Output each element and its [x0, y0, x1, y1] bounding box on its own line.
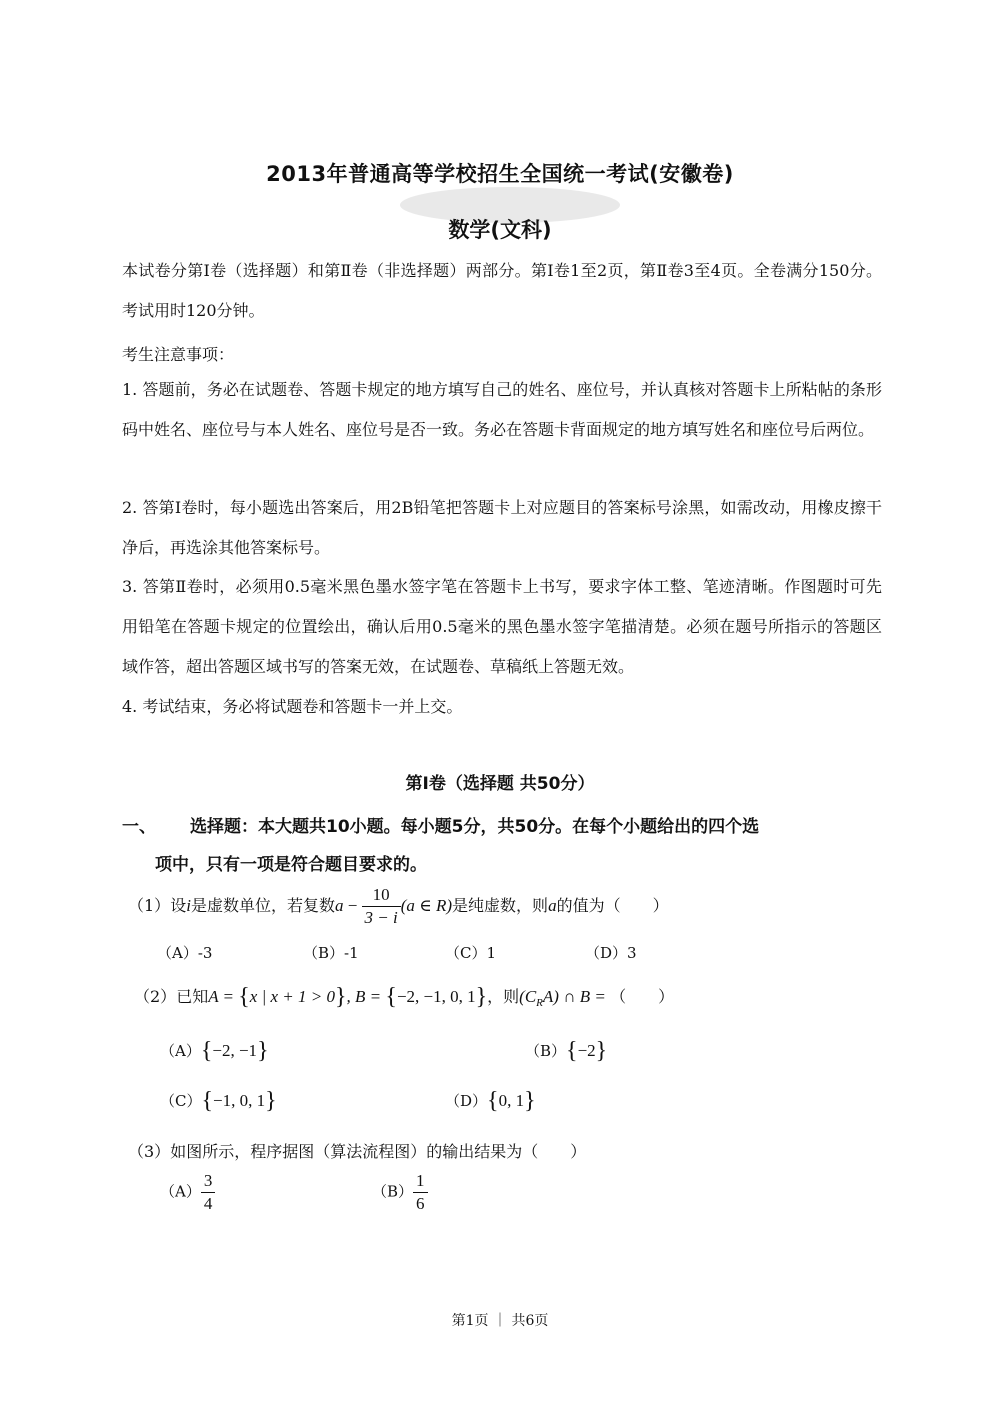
- q1-text-pre: 设: [170, 896, 187, 915]
- q3-option-b-fraction: [413, 1170, 428, 1215]
- q1-number: （1）: [128, 896, 171, 915]
- q2-option-d-label: （D）: [445, 1092, 488, 1110]
- q1-var-a: a: [334, 896, 344, 915]
- q1-option-c: （C）1: [445, 944, 497, 962]
- q2-option-c-value: −1, 0, 1: [213, 1091, 266, 1110]
- q2-option-c-label: （C）: [160, 1092, 202, 1110]
- q1-text-tail: 的值为（ ）: [556, 896, 669, 915]
- q1-var-a2: a: [548, 896, 557, 915]
- q3-option-b-numerator: 1: [413, 1170, 428, 1193]
- q2-option-d: （D）{0, 1}: [445, 1088, 536, 1114]
- q2-set-b-body: −2, −1, 0, 1: [396, 987, 476, 1006]
- intro-paragraph: 本试卷分第Ⅰ卷（选择题）和第Ⅱ卷（非选择题）两部分。第Ⅰ卷1至2页，第Ⅱ卷3至4页。全卷满分150分。考试用时120分钟。: [122, 261, 882, 320]
- q2-option-b: （B）{−2}: [525, 1038, 608, 1064]
- q2-text-tail: （ ）: [610, 987, 675, 1006]
- page-footer: 第1页 ｜ 共6页: [451, 1313, 549, 1329]
- q2-set-a-left-brace: {: [238, 984, 250, 1010]
- q2-text-pre: 已知: [176, 987, 209, 1006]
- q1-option-d: （D）3: [585, 944, 637, 962]
- notice-item-4: 4. 考试结束，务必将试题卷和答题卡一并上交。: [122, 697, 463, 716]
- q1-condition: (a ∈ R): [400, 896, 453, 915]
- q1-fraction-denominator: 3 − i: [364, 908, 398, 927]
- q3-number: （3）: [128, 1142, 171, 1161]
- part-instruction-line-2: 项中，只有一项是符合题目要求的。: [155, 855, 427, 875]
- q3-option-a: [160, 1170, 215, 1215]
- q2-option-c: （C）{−1, 0, 1}: [160, 1088, 277, 1114]
- q2-set-a-right-brace: }: [335, 984, 347, 1010]
- q2-text-then: ，则: [487, 987, 520, 1006]
- q2-set-a-label: A =: [208, 987, 239, 1006]
- q2-option-b-label: （B）: [525, 1042, 567, 1060]
- notice-title: 考生注意事项：: [122, 345, 235, 364]
- q1-var-i: i: [186, 896, 191, 915]
- q2-expr-subscript: R: [536, 997, 543, 1010]
- q2-option-b-value: −2: [577, 1041, 596, 1060]
- part-instruction-line-1: 选择题：本大题共10小题。每小题5分，共50分。在每个小题给出的四个选: [190, 817, 760, 837]
- q2-option-a-value: −2, −1: [212, 1041, 258, 1060]
- q2-option-a-label: （A）: [160, 1042, 201, 1060]
- question-3: [128, 1139, 586, 1162]
- q1-text-post: 是纯虚数，则: [452, 896, 549, 915]
- q2-expr-tail: A) ∩ B =: [542, 987, 611, 1006]
- exam-subtitle: 数学(文科): [448, 218, 552, 242]
- q2-expr: (C: [519, 987, 537, 1006]
- q2-option-a: （A）{−2, −1}: [160, 1038, 269, 1064]
- q2-set-b-left-brace: {: [385, 984, 397, 1010]
- q1-option-a: （A）-3: [157, 944, 213, 962]
- q1-fraction-numerator: 10: [362, 884, 401, 907]
- section-title: 第Ⅰ卷（选择题 共50分）: [405, 774, 595, 794]
- q2-set-b-label: , B =: [346, 987, 386, 1006]
- q3-option-b-label: （B）: [372, 1182, 414, 1201]
- q1-option-b: （B）-1: [303, 944, 359, 962]
- q3-option-a-label: （A）: [160, 1182, 201, 1201]
- q2-set-a-body: x | x + 1 > 0: [249, 987, 336, 1006]
- q1-text-mid: 是虚数单位，若复数: [190, 896, 335, 915]
- notice-item-1: 1. 答题前，务必在试题卷、答题卡规定的地方填写自己的姓名、座位号，并认真核对答题卡上所粘帖的条形码中姓名、座位号与本人姓名、座位号是否一致。务必在答题卡背面规定的地方填写姓名和座位号后两位。: [122, 380, 882, 439]
- question-2: [134, 984, 674, 1011]
- q3-option-a-numerator: 3: [201, 1170, 216, 1193]
- q2-set-b-right-brace: }: [475, 984, 488, 1010]
- q3-option-b: [372, 1170, 428, 1215]
- q3-option-b-denominator: 6: [416, 1194, 425, 1213]
- notice-item-2: 2. 答第Ⅰ卷时，每小题选出答案后，用2B铅笔把答题卡上对应题目的答案标号涂黑，如需改动，用橡皮擦干净后，再选涂其他答案标号。: [122, 498, 882, 557]
- q3-text: 如图所示，程序据图（算法流程图）的输出结果为（ ）: [170, 1142, 587, 1161]
- q3-option-a-denominator: 4: [203, 1194, 213, 1213]
- q2-option-d-value: 0, 1: [498, 1091, 525, 1110]
- q1-fraction: [362, 884, 401, 929]
- part-number: 一、: [122, 817, 156, 837]
- q2-number: （2）: [134, 987, 177, 1006]
- exam-title: 2013年普通高等学校招生全国统一考试(安徽卷): [266, 162, 734, 186]
- notice-item-3: 3. 答第Ⅱ卷时，必须用0.5毫米黑色墨水签字笔在答题卡上书写，要求字体工整、笔迹清晰。作图题时可先用铅笔在答题卡规定的位置绘出，确认后用0.5毫米的黑色墨水签字笔描清楚。必须在题号所指示的答题区域作答，超出答题区域书写的答案无效，在试题卷、草稿纸上答题无效。: [122, 577, 882, 676]
- question-1: [128, 884, 669, 929]
- q1-minus: −: [343, 896, 362, 915]
- q3-option-a-fraction: [201, 1170, 216, 1215]
